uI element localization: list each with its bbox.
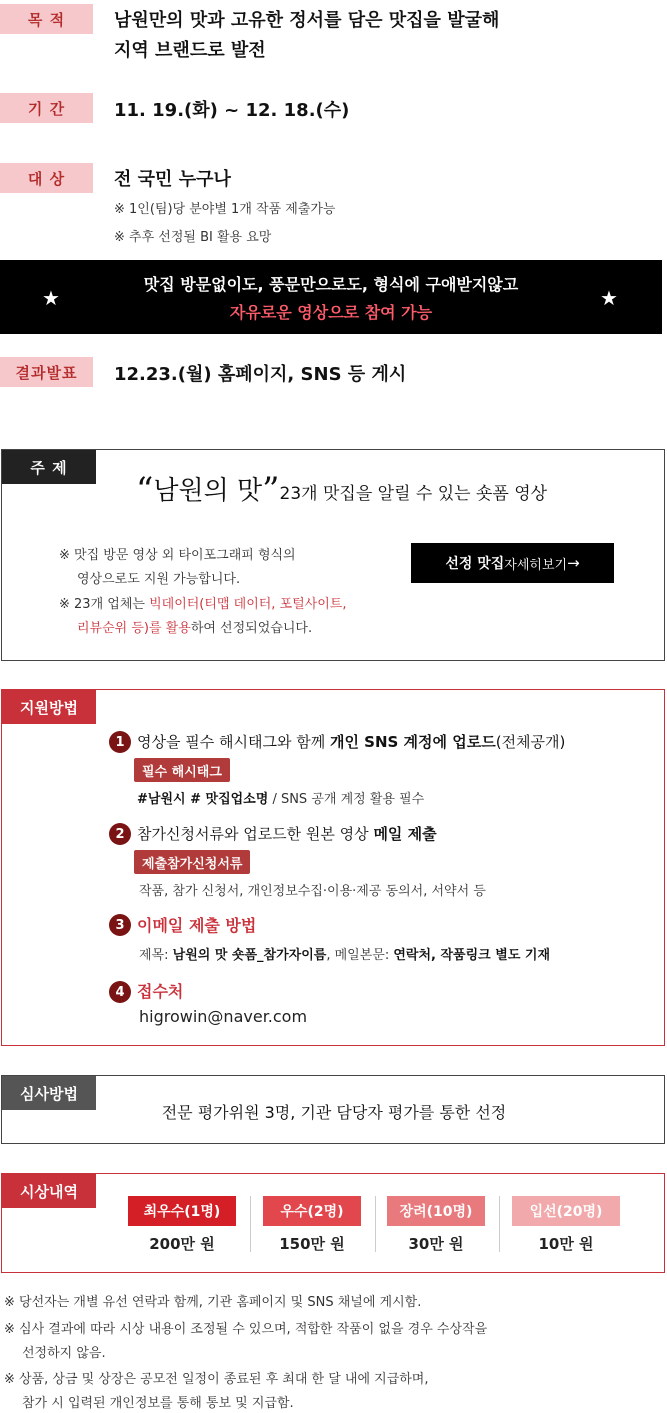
participation-banner <box>0 260 662 334</box>
purpose-line-2: 지역 브랜드로 발전 <box>114 40 266 61</box>
star-icon: ★ <box>600 286 618 310</box>
banner-line-2: 자유로운 영상으로 참여 가능 <box>229 303 433 322</box>
step-4-title: 접수처 <box>137 982 184 1001</box>
judging-tag: 심사방법 <box>2 1076 96 1110</box>
arrow-right-icon: → <box>567 554 580 572</box>
prize-amount-grand: 200만 원 <box>149 1235 215 1253</box>
prize-label-grand: 최우수(1명) <box>128 1196 236 1226</box>
quote-close: ” <box>262 470 280 510</box>
step-2-sub: 작품, 참가 신청서, 개인정보수집·이용·제공 동의서, 서약서 등 <box>139 884 486 899</box>
required-hashtag-tag: 필수 해시태그 <box>134 758 230 782</box>
period-value: 11. 19.(화) ~ 12. 18.(수) <box>114 100 350 121</box>
prize-amount-excellence: 150만 원 <box>279 1235 345 1253</box>
step-1-title: 영상을 필수 해시태그와 함께 개인 SNS 계정에 업로드(전체공개) <box>137 733 566 751</box>
judging-section <box>1 1075 665 1144</box>
step-2-title: 참가신청서류와 업로드한 원본 영상 메일 제출 <box>137 825 437 843</box>
theme-heading <box>136 470 547 510</box>
quote-open: “ <box>136 470 154 510</box>
footnote-3a: ※ 상품, 상금 및 상장은 공모전 일정이 종료된 후 최대 한 달 내에 지급하며, <box>4 1372 429 1387</box>
theme-note-1b: 영상으로도 지원 가능합니다. <box>77 572 241 587</box>
banner-line-1: 맛집 방문없이도, 풍문만으로도, 형식에 구애받지않고 <box>143 275 519 294</box>
prize-amount-honorable: 10만 원 <box>538 1235 594 1253</box>
purpose-label: 목 적 <box>0 4 93 34</box>
prize-divider <box>375 1196 376 1252</box>
awards-tag: 시상내역 <box>2 1174 96 1208</box>
footnote-2b: 선정하지 않음. <box>22 1346 106 1361</box>
purpose-line-1: 남원만의 맛과 고유한 정서를 담은 맛집을 발굴해 <box>114 10 500 31</box>
target-note-2: ※ 추후 선정될 BI 활용 요망 <box>114 230 272 245</box>
footnote-2a: ※ 심사 결과에 따라 시상 내용이 조정될 수 있으며, 적합한 작품이 없을 경우 수상작을 <box>4 1322 488 1337</box>
theme-note-2a: ※ 23개 업체는 빅데이터(티맵 데이터, 포털사이트, <box>59 597 347 612</box>
footnote-1: ※ 당선자는 개별 유선 연락과 함께, 기관 홈페이지 및 SNS 채널에 게시함. <box>4 1295 422 1310</box>
apply-tag: 지원방법 <box>2 690 96 724</box>
judging-text: 전문 평가위원 3명, 기관 담당자 평가를 통한 선정 <box>161 1103 507 1122</box>
submission-email[interactable]: higrowin@naver.com <box>139 1007 308 1026</box>
submission-docs-tag: 제출참가신청서류 <box>134 850 250 874</box>
prize-amount-encouragement: 30만 원 <box>408 1235 464 1253</box>
step-3-title: 이메일 제출 방법 <box>137 916 257 935</box>
footnote-3b: 참가 시 입력된 개인정보를 통해 통보 및 지급함. <box>22 1396 294 1411</box>
period-label: 기 간 <box>0 93 93 123</box>
prize-label-excellence: 우수(2명) <box>263 1196 361 1226</box>
prize-label-encouragement: 장려(10명) <box>387 1196 485 1226</box>
result-value: 12.23.(월) 홈페이지, SNS 등 게시 <box>114 364 407 385</box>
step-number-4: 4 <box>109 981 131 1003</box>
target-value: 전 국민 누구나 <box>114 169 231 190</box>
step-number-1: 1 <box>109 731 131 753</box>
theme-title: 남원의 맛 <box>153 476 263 506</box>
target-note-1: ※ 1인(팀)당 분야별 1개 작품 제출가능 <box>114 202 336 217</box>
star-icon: ★ <box>42 286 60 310</box>
awards-section <box>1 1173 665 1273</box>
selected-restaurants-button[interactable]: 선정 맛집 자세히보기 → <box>411 543 614 583</box>
prize-label-honorable: 입선(20명) <box>512 1196 620 1226</box>
step-3-sub: 제목: 남원의 맛 숏폼_참가자이름, 메일본문: 연락처, 작품링크 별도 기재 <box>139 948 551 963</box>
theme-note-1a: ※ 맛집 방문 영상 외 타이포그래피 형식의 <box>59 548 296 563</box>
theme-section <box>1 449 665 661</box>
result-label: 결과발표 <box>0 357 93 387</box>
target-label: 대 상 <box>0 163 93 193</box>
step-number-2: 2 <box>109 823 131 845</box>
theme-note-2b: 리뷰순위 등)를 활용하여 선정되었습니다. <box>77 621 313 636</box>
step-1-sub: #남원시 # 맛집업소명 / SNS 공개 계정 활용 필수 <box>137 792 425 807</box>
apply-section <box>1 689 665 1046</box>
prize-divider <box>499 1196 500 1252</box>
theme-tag: 주 제 <box>2 450 96 484</box>
theme-subtitle: 23개 맛집을 알릴 수 있는 숏폼 영상 <box>279 484 548 504</box>
step-number-3: 3 <box>109 914 131 936</box>
prize-divider <box>250 1196 251 1252</box>
